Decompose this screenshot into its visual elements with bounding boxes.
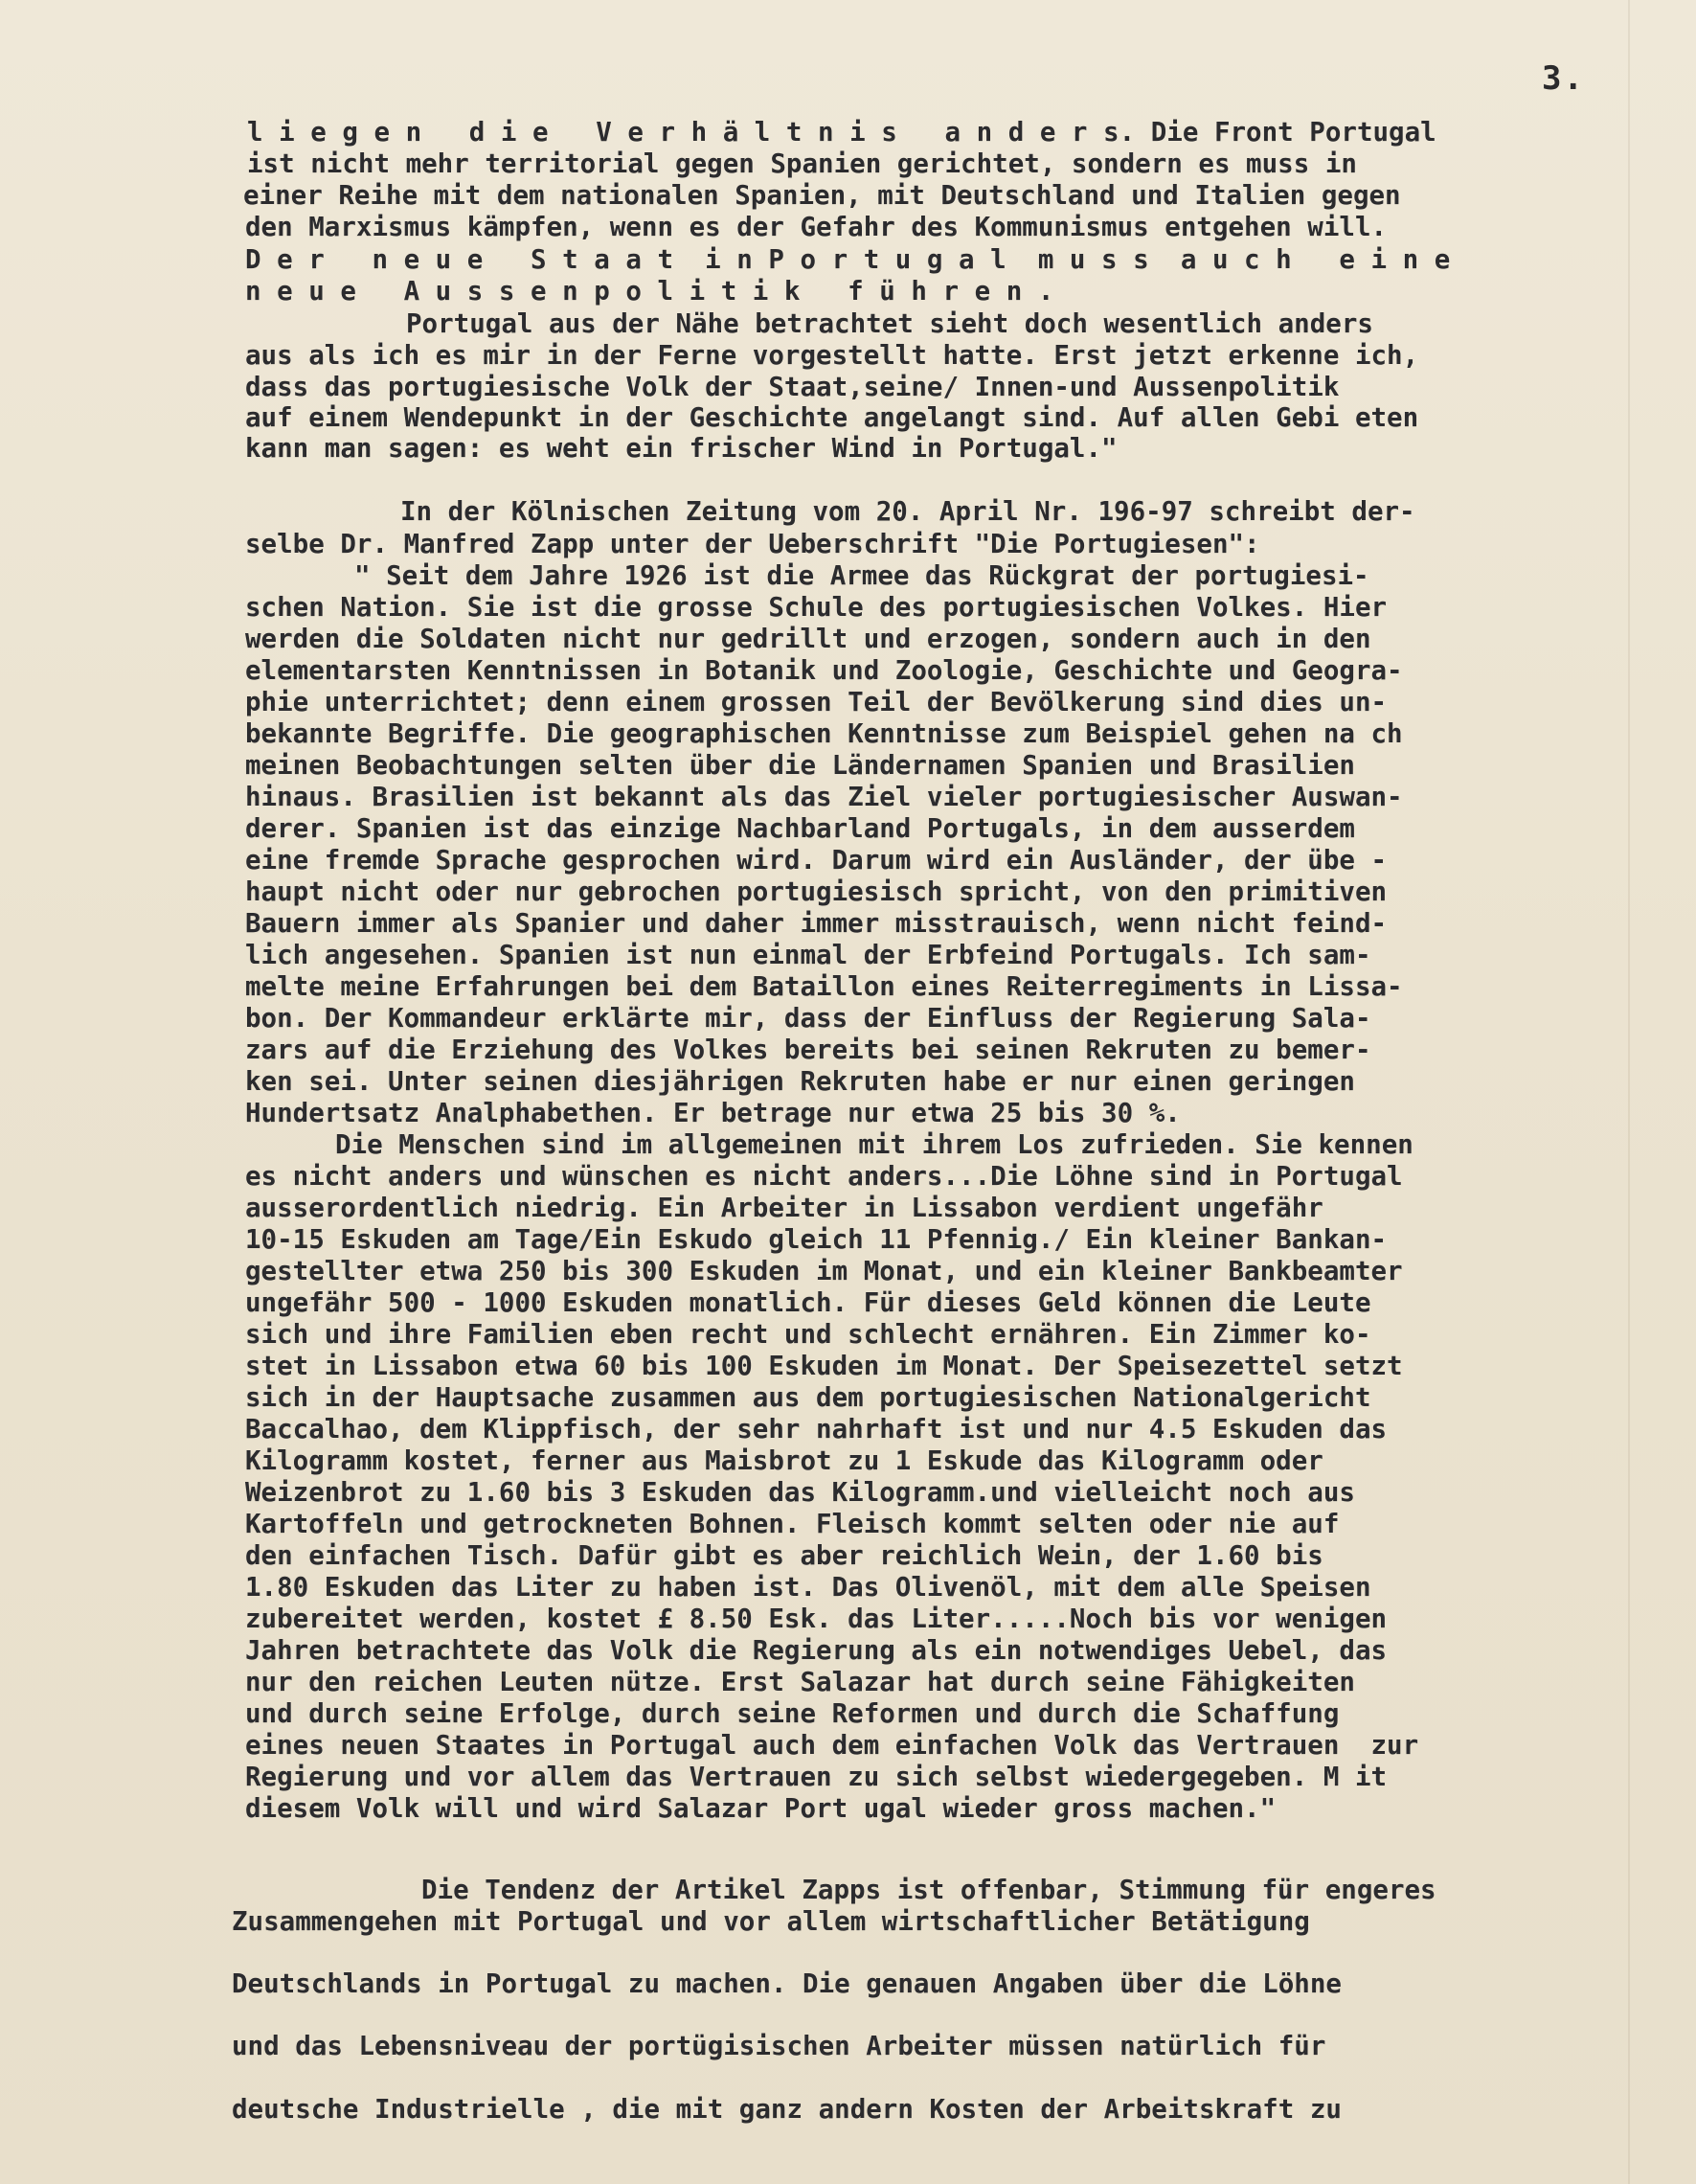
text-line: " Seit dem Jahre 1926 ist die Armee das Rückgrat der portugiesi- — [354, 560, 1369, 591]
text-line: zars auf die Erziehung des Volkes bereits bei seinen Rekruten zu bemer- — [245, 1035, 1371, 1065]
text-line: Jahren betrachtete das Volk die Regierung als ein notwendiges Uebel, das — [245, 1635, 1388, 1666]
text-line: es nicht anders und wünschen es nicht anders...Die Löhne sind in Portugal — [245, 1161, 1403, 1192]
text-line: Zusammengehen mit Portugal und vor allem wirtschaftlicher Betätigung — [232, 1906, 1310, 1937]
text-line: derer. Spanien ist das einzige Nachbarland Portugals, in dem ausserdem — [245, 813, 1355, 844]
text-line: und durch seine Erfolge, durch seine Reformen und durch die Schaffung — [245, 1698, 1340, 1729]
text-line: den Marxismus kämpfen, wenn es der Gefahr des Kommunismus entgehen will. — [245, 212, 1388, 242]
text-line: selbe Dr. Manfred Zapp unter der Ueberschrift "Die Portugiesen": — [245, 529, 1260, 559]
text-line: n e u e A u s s e n p o l i t i k f ü h r e n . — [245, 276, 1054, 307]
text-line: elementarsten Kenntnissen in Botanik und Zoologie, Geschichte und Geogra- — [245, 655, 1403, 686]
text-line: einer Reihe mit dem nationalen Spanien, mit Deutschland und Italien gegen — [243, 180, 1401, 211]
text-line: kann man sagen: es weht ein frischer Wind in Portugal." — [245, 433, 1118, 464]
text-line: sich in der Hauptsache zusammen aus dem portugiesischen Nationalgericht — [245, 1382, 1371, 1413]
text-line: Bauern immer als Spanier und daher immer misstrauisch, wenn nicht feind- — [245, 908, 1388, 939]
text-line: ungefähr 500 - 1000 Eskuden monatlich. Für dieses Geld können die Leute — [245, 1287, 1371, 1318]
text-line: schen Nation. Sie ist die grosse Schule des portugiesischen Volkes. Hier — [245, 592, 1388, 623]
text-line: Die Tendenz der Artikel Zapps ist offenbar, Stimmung für engeres — [421, 1875, 1436, 1905]
text-line: Kilogramm kostet, ferner aus Maisbrot zu 1 Eskude das Kilogramm oder — [245, 1445, 1323, 1476]
text-line: nur den reichen Leuten nütze. Erst Salazar hat durch seine Fähigkeiten — [245, 1667, 1355, 1697]
text-line: auf einem Wendepunkt in der Geschichte angelangt sind. Auf allen Gebi eten — [245, 402, 1419, 433]
text-line: 10-15 Eskuden am Tage/Ein Eskudo gleich 11 Pfennig./ Ein kleiner Bankan- — [245, 1224, 1388, 1255]
text-line: werden die Soldaten nicht nur gedrillt und erzogen, sondern auch in den — [245, 624, 1371, 654]
text-line: l i e g e n d i e V e r h ä l t n i s a n d e r s. Die Front Portugal — [247, 117, 1436, 148]
text-line: und das Lebensniveau der portügisischen Arbeiter müssen natürlich für — [232, 2031, 1326, 2061]
text-line: ausserordentlich niedrig. Ein Arbeiter in Lissabon verdient ungefähr — [245, 1193, 1323, 1223]
text-line: bekannte Begriffe. Die geographischen Kenntnisse zum Beispiel gehen na ch — [245, 718, 1403, 749]
text-line: meinen Beobachtungen selten über die Ländernamen Spanien und Brasilien — [245, 750, 1355, 781]
text-line: stet in Lissabon etwa 60 bis 100 Eskuden im Monat. Der Speisezettel setzt — [245, 1351, 1403, 1381]
text-line: D e r n e u e S t a a t i n P o r t u g a l m u s s a u c h e i n e — [245, 244, 1451, 275]
text-line: ken sei. Unter seinen diesjährigen Rekruten habe er nur einen geringen — [245, 1066, 1355, 1097]
text-line: dass das portugiesische Volk der Staat,seine/ Innen-und Aussenpolitik — [245, 372, 1340, 402]
text-line: sich und ihre Familien eben recht und schlecht ernähren. Ein Zimmer ko- — [245, 1319, 1371, 1350]
text-line: ist nicht mehr territorial gegen Spanien gerichtet, sondern es muss in — [247, 148, 1357, 179]
text-line: eines neuen Staates in Portugal auch dem einfachen Volk das Vertrauen zur — [245, 1730, 1419, 1761]
text-line: eine fremde Sprache gesprochen wird. Darum wird ein Ausländer, der übe - — [245, 845, 1388, 876]
text-line: Die Menschen sind im allgemeinen mit ihrem Los zufrieden. Sie kennen — [335, 1129, 1413, 1160]
text-line: deutsche Industrielle , die mit ganz andern Kosten der Arbeitskraft zu — [232, 2094, 1342, 2125]
page-number: 3. — [1542, 59, 1585, 98]
text-line: haupt nicht oder nur gebrochen portugiesisch spricht, von den primitiven — [245, 876, 1388, 907]
text-line: aus als ich es mir in der Ferne vorgestellt hatte. Erst jetzt erkenne ich, — [245, 340, 1419, 371]
text-line: Baccalhao, dem Klippfisch, der sehr nahrhaft ist und nur 4.5 Eskuden das — [245, 1414, 1388, 1445]
text-line: melte meine Erfahrungen bei dem Bataillon eines Reiterregiments in Lissa- — [245, 971, 1403, 1002]
text-line: Regierung und vor allem das Vertrauen zu sich selbst wiedergegeben. M it — [245, 1762, 1388, 1792]
text-line: gestellter etwa 250 bis 300 Eskuden im Monat, und ein kleiner Bankbeamter — [245, 1256, 1403, 1286]
text-line: Weizenbrot zu 1.60 bis 3 Eskuden das Kilogramm.und vielleicht noch aus — [245, 1477, 1355, 1508]
text-line: lich angesehen. Spanien ist nun einmal der Erbfeind Portugals. Ich sam- — [245, 940, 1371, 970]
text-line: Kartoffeln und getrockneten Bohnen. Fleisch kommt selten oder nie auf — [245, 1509, 1340, 1539]
text-line: 1.80 Eskuden das Liter zu haben ist. Das Olivenöl, mit dem alle Speisen — [245, 1572, 1371, 1603]
text-line: phie unterrichtet; denn einem grossen Teil der Bevölkerung sind dies un- — [245, 687, 1388, 717]
text-line: Portugal aus der Nähe betrachtet sieht doch wesentlich anders — [406, 308, 1373, 339]
text-line: hinaus. Brasilien ist bekannt als das Ziel vieler portugiesischer Auswan- — [245, 782, 1403, 812]
text-line: bon. Der Kommandeur erklärte mir, dass der Einfluss der Regierung Sala- — [245, 1003, 1371, 1034]
text-line: diesem Volk will und wird Salazar Port ugal wieder gross machen." — [245, 1793, 1277, 1824]
text-line: Deutschlands in Portugal zu machen. Die genauen Angaben über die Löhne — [232, 1968, 1342, 1999]
text-line: den einfachen Tisch. Dafür gibt es aber reichlich Wein, der 1.60 bis — [245, 1540, 1323, 1571]
text-line: zubereitet werden, kostet £ 8.50 Esk. das Liter.....Noch bis vor wenigen — [245, 1604, 1388, 1634]
text-line: In der Kölnischen Zeitung vom 20. April Nr. 196-97 schreibt der- — [400, 496, 1415, 527]
text-line: Hundertsatz Analphabethen. Er betrage nur etwa 25 bis 30 %. — [245, 1098, 1181, 1128]
